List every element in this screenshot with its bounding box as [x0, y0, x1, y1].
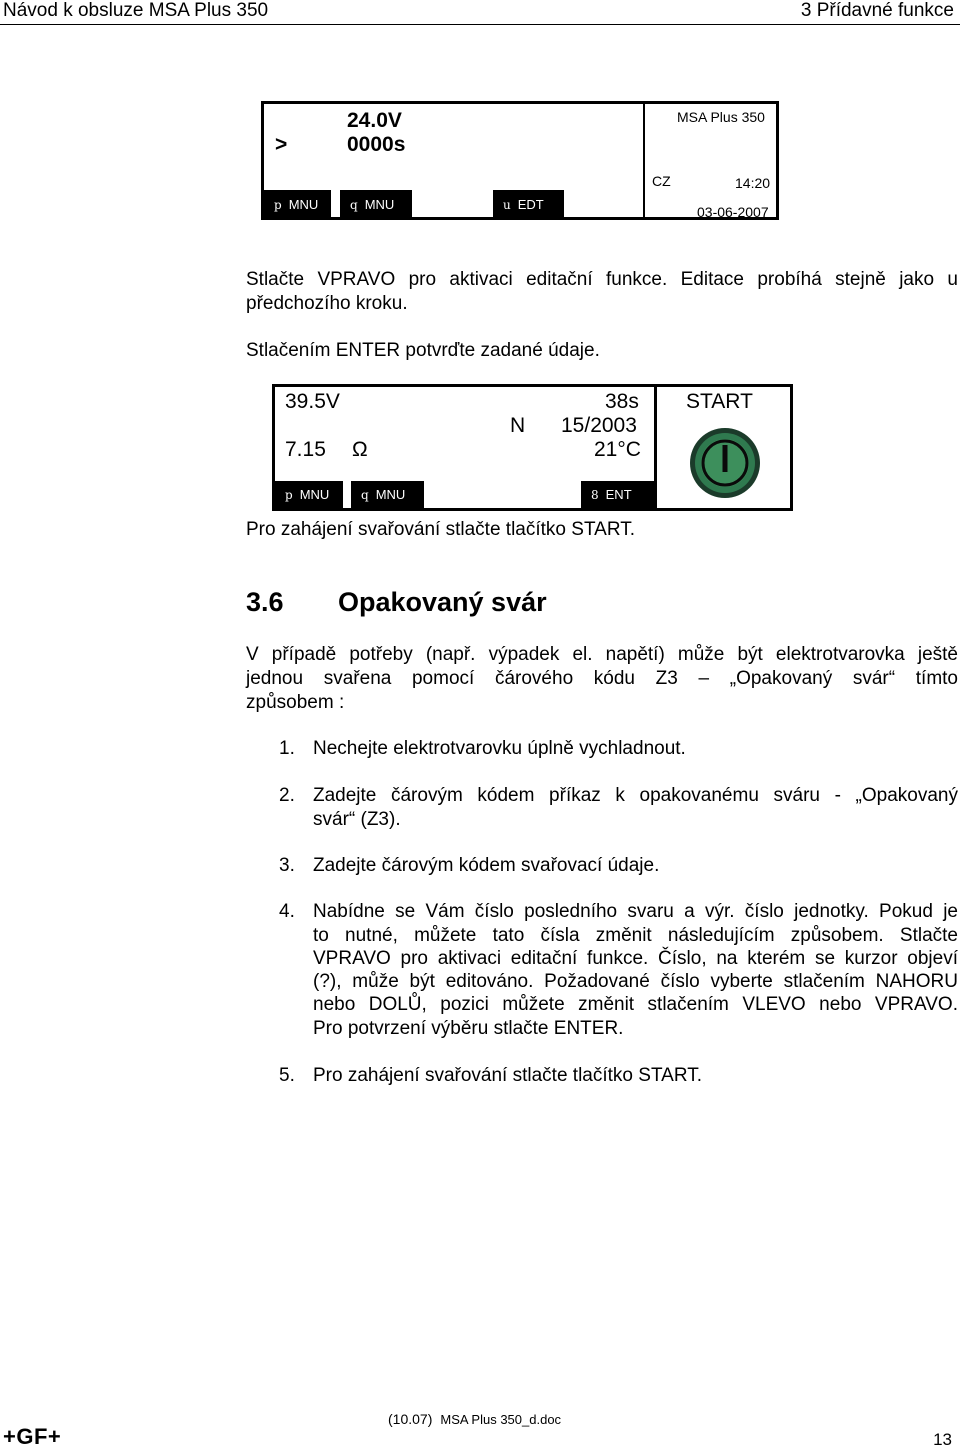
softkey-down-menu[interactable] — [340, 190, 412, 219]
step-text: (?), může být editováno. Požadované číslo vyberte stlačením NAHORU — [313, 971, 958, 992]
step-number: 3. — [279, 855, 295, 876]
paragraph-edit-line2: předchozího kroku. — [246, 293, 408, 314]
softkey-up-menu[interactable] — [275, 481, 343, 508]
step-text: Pro potvrzení výběru stlačte ENTER. — [313, 1018, 624, 1039]
language-code: CZ — [652, 173, 671, 189]
header-chapter: 3 Přídavné funkce — [800, 0, 954, 21]
softkey-enter[interactable] — [581, 481, 654, 508]
softkey-label: EDT — [517, 197, 544, 212]
softkey-label: ENT — [605, 487, 632, 502]
step-text: Zadejte čárovým kódem svařovací údaje. — [313, 855, 660, 876]
welder-display-edit — [261, 101, 779, 220]
page-number: 13 — [933, 1430, 952, 1449]
ohm-unit: Ω — [352, 438, 368, 461]
footer-version: (10.07) — [388, 1411, 433, 1427]
footer-filename: MSA Plus 350_d.doc — [440, 1412, 562, 1427]
model-name: MSA Plus 350 — [677, 109, 765, 125]
step-text: Nabídne se Vám číslo posledního svaru a výr. číslo jednotky. Pokud je — [313, 901, 958, 922]
softkey-label: MNU — [299, 487, 330, 502]
fitting-label: N — [510, 414, 526, 437]
section-title: Opakovaný svár — [338, 587, 547, 617]
softkey-label: MNU — [288, 197, 319, 212]
step-number: 2. — [279, 785, 295, 806]
softkey-down-menu[interactable] — [351, 481, 424, 508]
footer-document — [388, 1411, 561, 1427]
softkey-label: MNU — [364, 197, 395, 212]
up-arrow-icon: p — [274, 198, 282, 212]
power-button-icon[interactable] — [688, 427, 762, 499]
step-text: Pro zahájení svařování stlačte tlačítko START. — [313, 1065, 702, 1086]
down-arrow-icon: q — [361, 488, 369, 502]
step-text: VPRAVO pro aktivaci editační funkce. Číslo, na kterém se kurzor objeví — [313, 948, 958, 969]
down-arrow-icon: q — [350, 198, 358, 212]
voltage-readout: 39.5V — [285, 390, 340, 413]
header-divider — [0, 24, 960, 25]
right-arrow-icon: u — [503, 198, 511, 212]
intro-line-1: V případě potřeby (např. výpadek el. napětí) může být elektrotvarovka ještě — [246, 644, 958, 665]
step-text: to nutné, můžete tato čísla změnit následujícím způsobem. Stlačte — [313, 925, 958, 946]
up-arrow-icon: p — [285, 488, 293, 502]
softkey-up-menu[interactable] — [264, 190, 331, 219]
display-divider — [654, 387, 657, 508]
date: 03-06-2007 — [697, 204, 769, 220]
step-text: nebo DOLŮ, pozici můžete změnit stlačením VLEVO nebo VPRAVO. — [313, 994, 958, 1015]
softkey-label: MNU — [375, 487, 406, 502]
step-number: 1. — [279, 738, 295, 759]
temperature-readout: 21°C — [594, 438, 641, 461]
step-number: 4. — [279, 901, 295, 922]
resistance-readout: 7.15 — [285, 438, 326, 461]
start-label: START — [686, 390, 753, 413]
paragraph-start: Pro zahájení svařování stlačte tlačítko START. — [246, 519, 635, 540]
section-number: 3.6 — [246, 587, 284, 617]
step-text: svár“ (Z3). — [313, 809, 401, 830]
header-title: Návod k obsluze MSA Plus 350 — [3, 0, 269, 21]
paragraph-confirm: Stlačením ENTER potvrďte zadané údaje. — [246, 340, 600, 361]
step-number: 5. — [279, 1065, 295, 1086]
clock: 14:20 — [735, 175, 771, 191]
time-readout: 0000s — [347, 133, 406, 156]
time-readout: 38s — [605, 390, 639, 413]
welder-display-start — [272, 384, 793, 511]
intro-line-2: jednou svařena pomocí čárového kódu Z3 – „Opakovaný svár“ tímto — [246, 668, 958, 689]
fitting-number: 15/2003 — [561, 414, 637, 437]
step-text: Nechejte elektrotvarovku úplně vychladnout. — [313, 738, 686, 759]
paragraph-edit-line1: Stlačte VPRAVO pro aktivaci editační funkce. Editace probíhá stejně jako u — [246, 269, 958, 290]
softkey-right-edit[interactable] — [493, 190, 564, 219]
step-text: Zadejte čárovým kódem příkaz k opakovanému sváru - „Opakovaný — [313, 785, 958, 806]
voltage-readout: 24.0V — [347, 109, 402, 132]
display-divider — [643, 104, 645, 217]
cursor-indicator: > — [275, 133, 288, 156]
intro-line-3: způsobem : — [246, 692, 345, 713]
gf-logo: +GF+ — [3, 1424, 62, 1449]
enter-icon: 8 — [591, 488, 599, 502]
